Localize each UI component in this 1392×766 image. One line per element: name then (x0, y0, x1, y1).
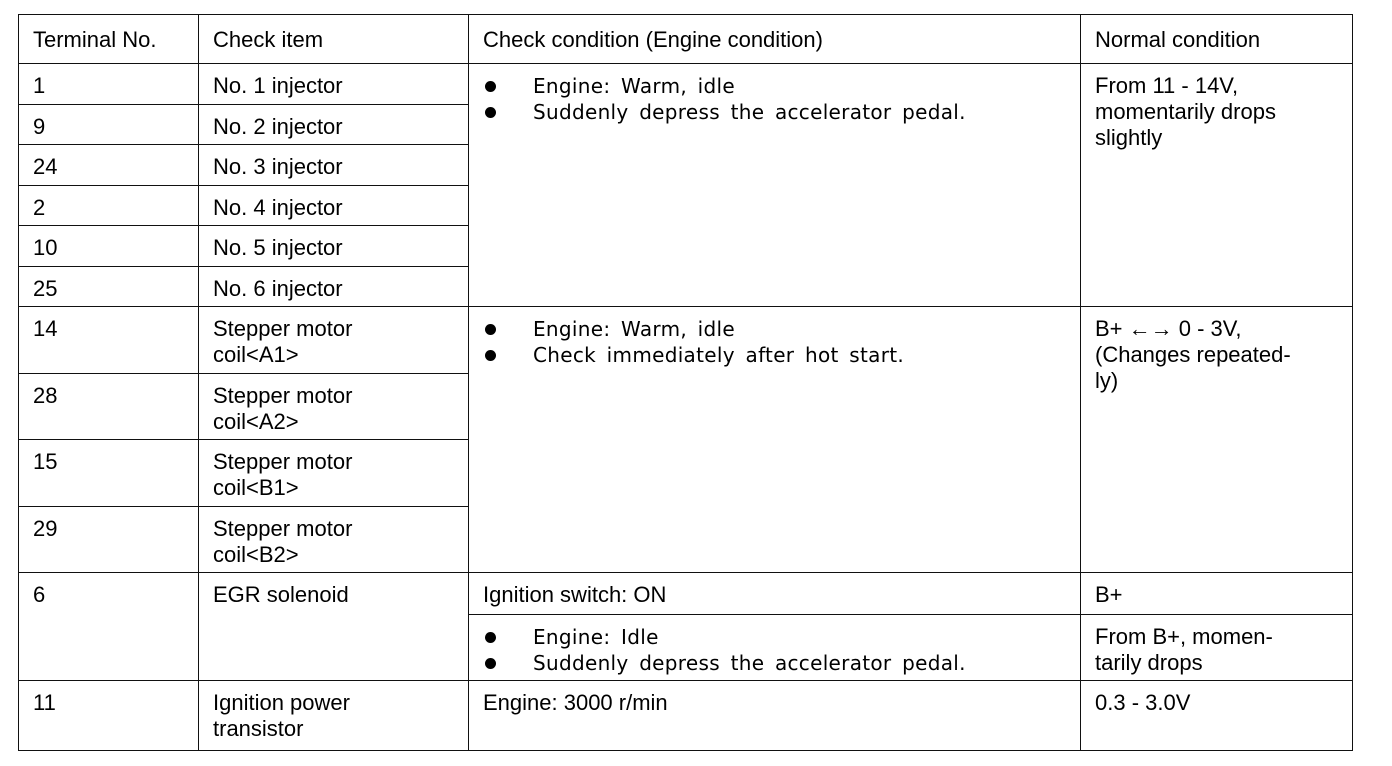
check-item-cell (199, 506, 469, 573)
condition-bullets (483, 73, 1066, 125)
terminal-check-table (18, 14, 1353, 751)
check-item-cell (199, 373, 469, 440)
normal-line: slightly (1095, 125, 1163, 150)
table-row (19, 681, 1353, 751)
check-item-cell: No. 6 injector (199, 266, 469, 307)
check-condition-cell: Ignition switch: ON (469, 573, 1081, 615)
bullet-item: Suddenly depress the accelerator pedal. (483, 650, 1066, 676)
header-check-item: Check item (199, 15, 469, 64)
table-row (19, 573, 1353, 615)
bullet-item: Check immediately after hot start. (483, 342, 1066, 368)
item-line: Stepper motor (213, 515, 353, 541)
header-row (19, 15, 1353, 64)
terminal-cell: 1 (19, 64, 199, 105)
check-item-cell: No. 5 injector (199, 226, 469, 267)
stepper-condition-cell (469, 307, 1081, 573)
terminal-cell: 24 (19, 145, 199, 186)
item-line: Ignition power (213, 690, 350, 715)
injector-normal-cell (1081, 64, 1353, 307)
header-normal-condition: Normal condition (1081, 15, 1353, 64)
injector-condition-cell (469, 64, 1081, 307)
table-row (19, 307, 1353, 374)
item-line: Stepper motor (213, 316, 353, 341)
bullet-item: Suddenly depress the accelerator pedal. (483, 99, 1066, 125)
item-line: coil<B2> (213, 541, 299, 567)
header-check-condition: Check condition (Engine condition) (469, 15, 1081, 64)
normal-line: tarily drops (1095, 650, 1203, 675)
item-line: Stepper motor (213, 449, 353, 474)
condition-bullets (483, 316, 1066, 368)
normal-condition-cell: 0.3 - 3.0V (1081, 681, 1353, 751)
egr-normal-cell (1081, 615, 1353, 681)
normal-line: From 11 - 14V, (1095, 73, 1239, 98)
check-item-cell: No. 2 injector (199, 104, 469, 145)
check-item-cell: No. 1 injector (199, 64, 469, 105)
item-line: Stepper motor (213, 382, 353, 408)
terminal-cell: 11 (19, 681, 199, 751)
normal-line: B+ ←→ 0 - 3V, (1095, 316, 1242, 341)
normal-line: From B+, momen- (1095, 624, 1273, 649)
terminal-cell: 6 (19, 573, 199, 681)
terminal-cell: 25 (19, 266, 199, 307)
item-line: coil<A1> (213, 342, 299, 367)
check-item-cell (199, 681, 469, 751)
terminal-cell: 14 (19, 307, 199, 374)
check-item-cell (199, 307, 469, 374)
egr-condition-cell (469, 615, 1081, 681)
check-item-cell (199, 440, 469, 507)
normal-line: momentarily drops (1095, 99, 1276, 124)
spec-sheet (18, 14, 1352, 751)
terminal-cell: 9 (19, 104, 199, 145)
item-line: transistor (213, 716, 304, 741)
check-condition-cell: Engine: 3000 r/min (469, 681, 1081, 751)
bullet-item: Engine: Warm, idle (483, 316, 1066, 342)
item-line: coil<A2> (213, 408, 299, 434)
normal-condition-cell: B+ (1081, 573, 1353, 615)
normal-line: (Changes repeated- (1095, 342, 1291, 367)
check-item-cell: No. 3 injector (199, 145, 469, 186)
stepper-normal-cell (1081, 307, 1353, 573)
terminal-cell: 15 (19, 440, 199, 507)
terminal-cell: 10 (19, 226, 199, 267)
check-item-cell: No. 4 injector (199, 185, 469, 226)
bullet-item: Engine: Warm, idle (483, 73, 1066, 99)
item-line: coil<B1> (213, 475, 299, 500)
terminal-cell: 29 (19, 506, 199, 573)
terminal-cell: 2 (19, 185, 199, 226)
header-terminal: Terminal No. (19, 15, 199, 64)
terminal-cell: 28 (19, 373, 199, 440)
condition-bullets (483, 624, 1066, 676)
check-item-cell: EGR solenoid (199, 573, 469, 681)
table-row (19, 64, 1353, 105)
normal-line: ly) (1095, 368, 1119, 393)
bullet-item: Engine: Idle (483, 624, 1066, 650)
